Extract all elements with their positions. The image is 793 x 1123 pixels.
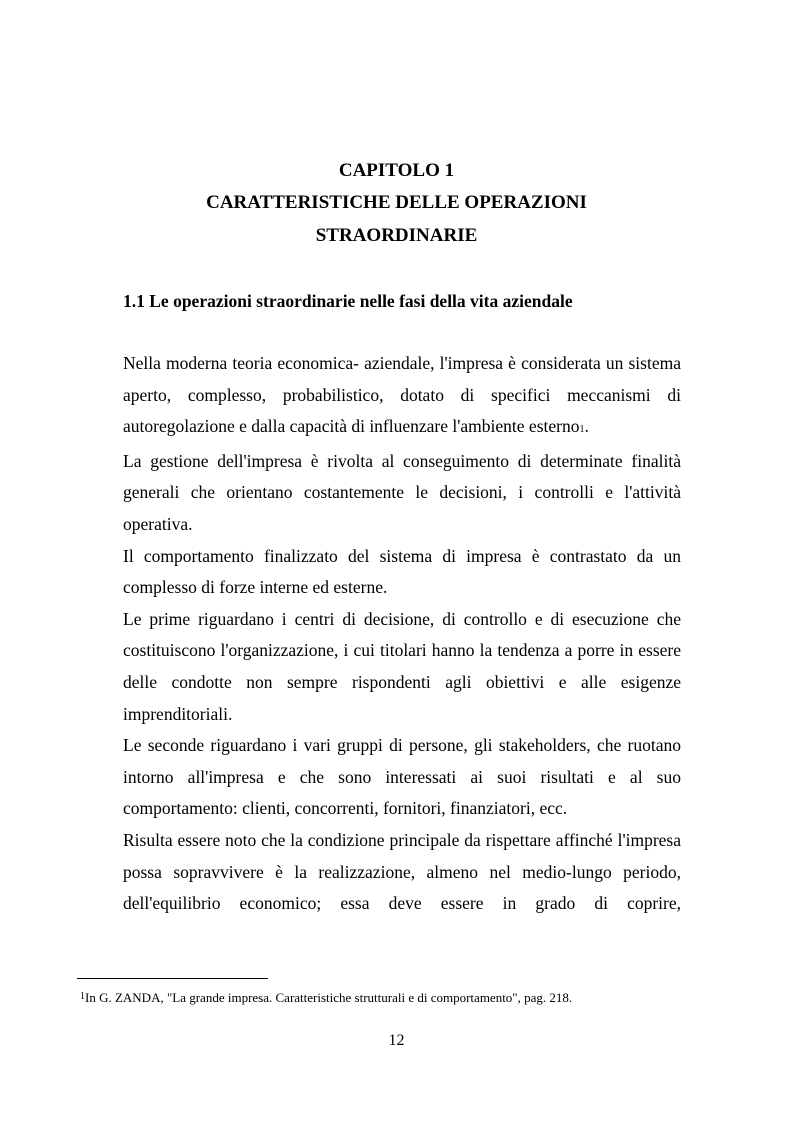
footnote bbox=[80, 990, 572, 1006]
chapter-title-line-1: CARATTERISTICHE DELLE OPERAZIONI bbox=[206, 192, 587, 213]
paragraph-2: La gestione dell'impresa è rivolta al conseguimento di determinate finalità generali che orientano costantemente le decisioni, i controlli e l'attività operativa. bbox=[123, 450, 681, 534]
paragraph-5: Le seconde riguardano i vari gruppi di persone, gli stakeholders, che ruotano intorno all'impresa e che sono interessati ai suoi risultati e al suo comportamento: clienti, concorrenti, fornitori, finanziatori, ecc. bbox=[123, 735, 681, 819]
paragraph-1-text: Nella moderna teoria economica- aziendale, l'impresa è considerata un sistema aperto, complesso, probabilistico, dotato di specifici meccanismi di autoregolazione e dalla capacità di influenzare l'ambiente esterno bbox=[123, 353, 681, 437]
footnote-text: In G. ZANDA, "La grande impresa. Caratteristiche strutturali e di comportamento", pag. 218. bbox=[85, 990, 573, 1005]
paragraph-1-end: . bbox=[584, 416, 589, 437]
paragraph-3: Il comportamento finalizzato del sistema di impresa è contrastato da un complesso di forze interne ed esterne. bbox=[123, 545, 681, 598]
footnote-separator bbox=[77, 978, 268, 979]
page-number: 12 bbox=[388, 1032, 405, 1049]
body-text bbox=[123, 348, 681, 920]
chapter-label: CAPITOLO 1 bbox=[338, 160, 455, 181]
footnote-number: 1 bbox=[80, 991, 85, 1002]
section-title: 1.1 Le operazioni straordinarie nelle fasi della vita aziendale bbox=[123, 291, 573, 311]
paragraph-6: Risulta essere noto che la condizione principale da rispettare affinché l'impresa possa sopravvivere è la realizzazione, almeno nel medio-lungo periodo, dell'equilibrio economico; essa deve essere in grado di coprire, bbox=[123, 829, 681, 914]
footnote-reference: 1 bbox=[579, 424, 585, 436]
paragraph-4: Le prime riguardano i centri di decisione, di controllo e di esecuzione che costituiscono l'organizzazione, i cui titolari hanno la tendenza a porre in essere delle condotte non sempre rispondenti agli obiettivi e alle esigenze imprenditoriali. bbox=[123, 608, 681, 724]
chapter-title-line-2: STRAORDINARIE bbox=[315, 225, 478, 246]
paragraph-1 bbox=[123, 348, 681, 446]
